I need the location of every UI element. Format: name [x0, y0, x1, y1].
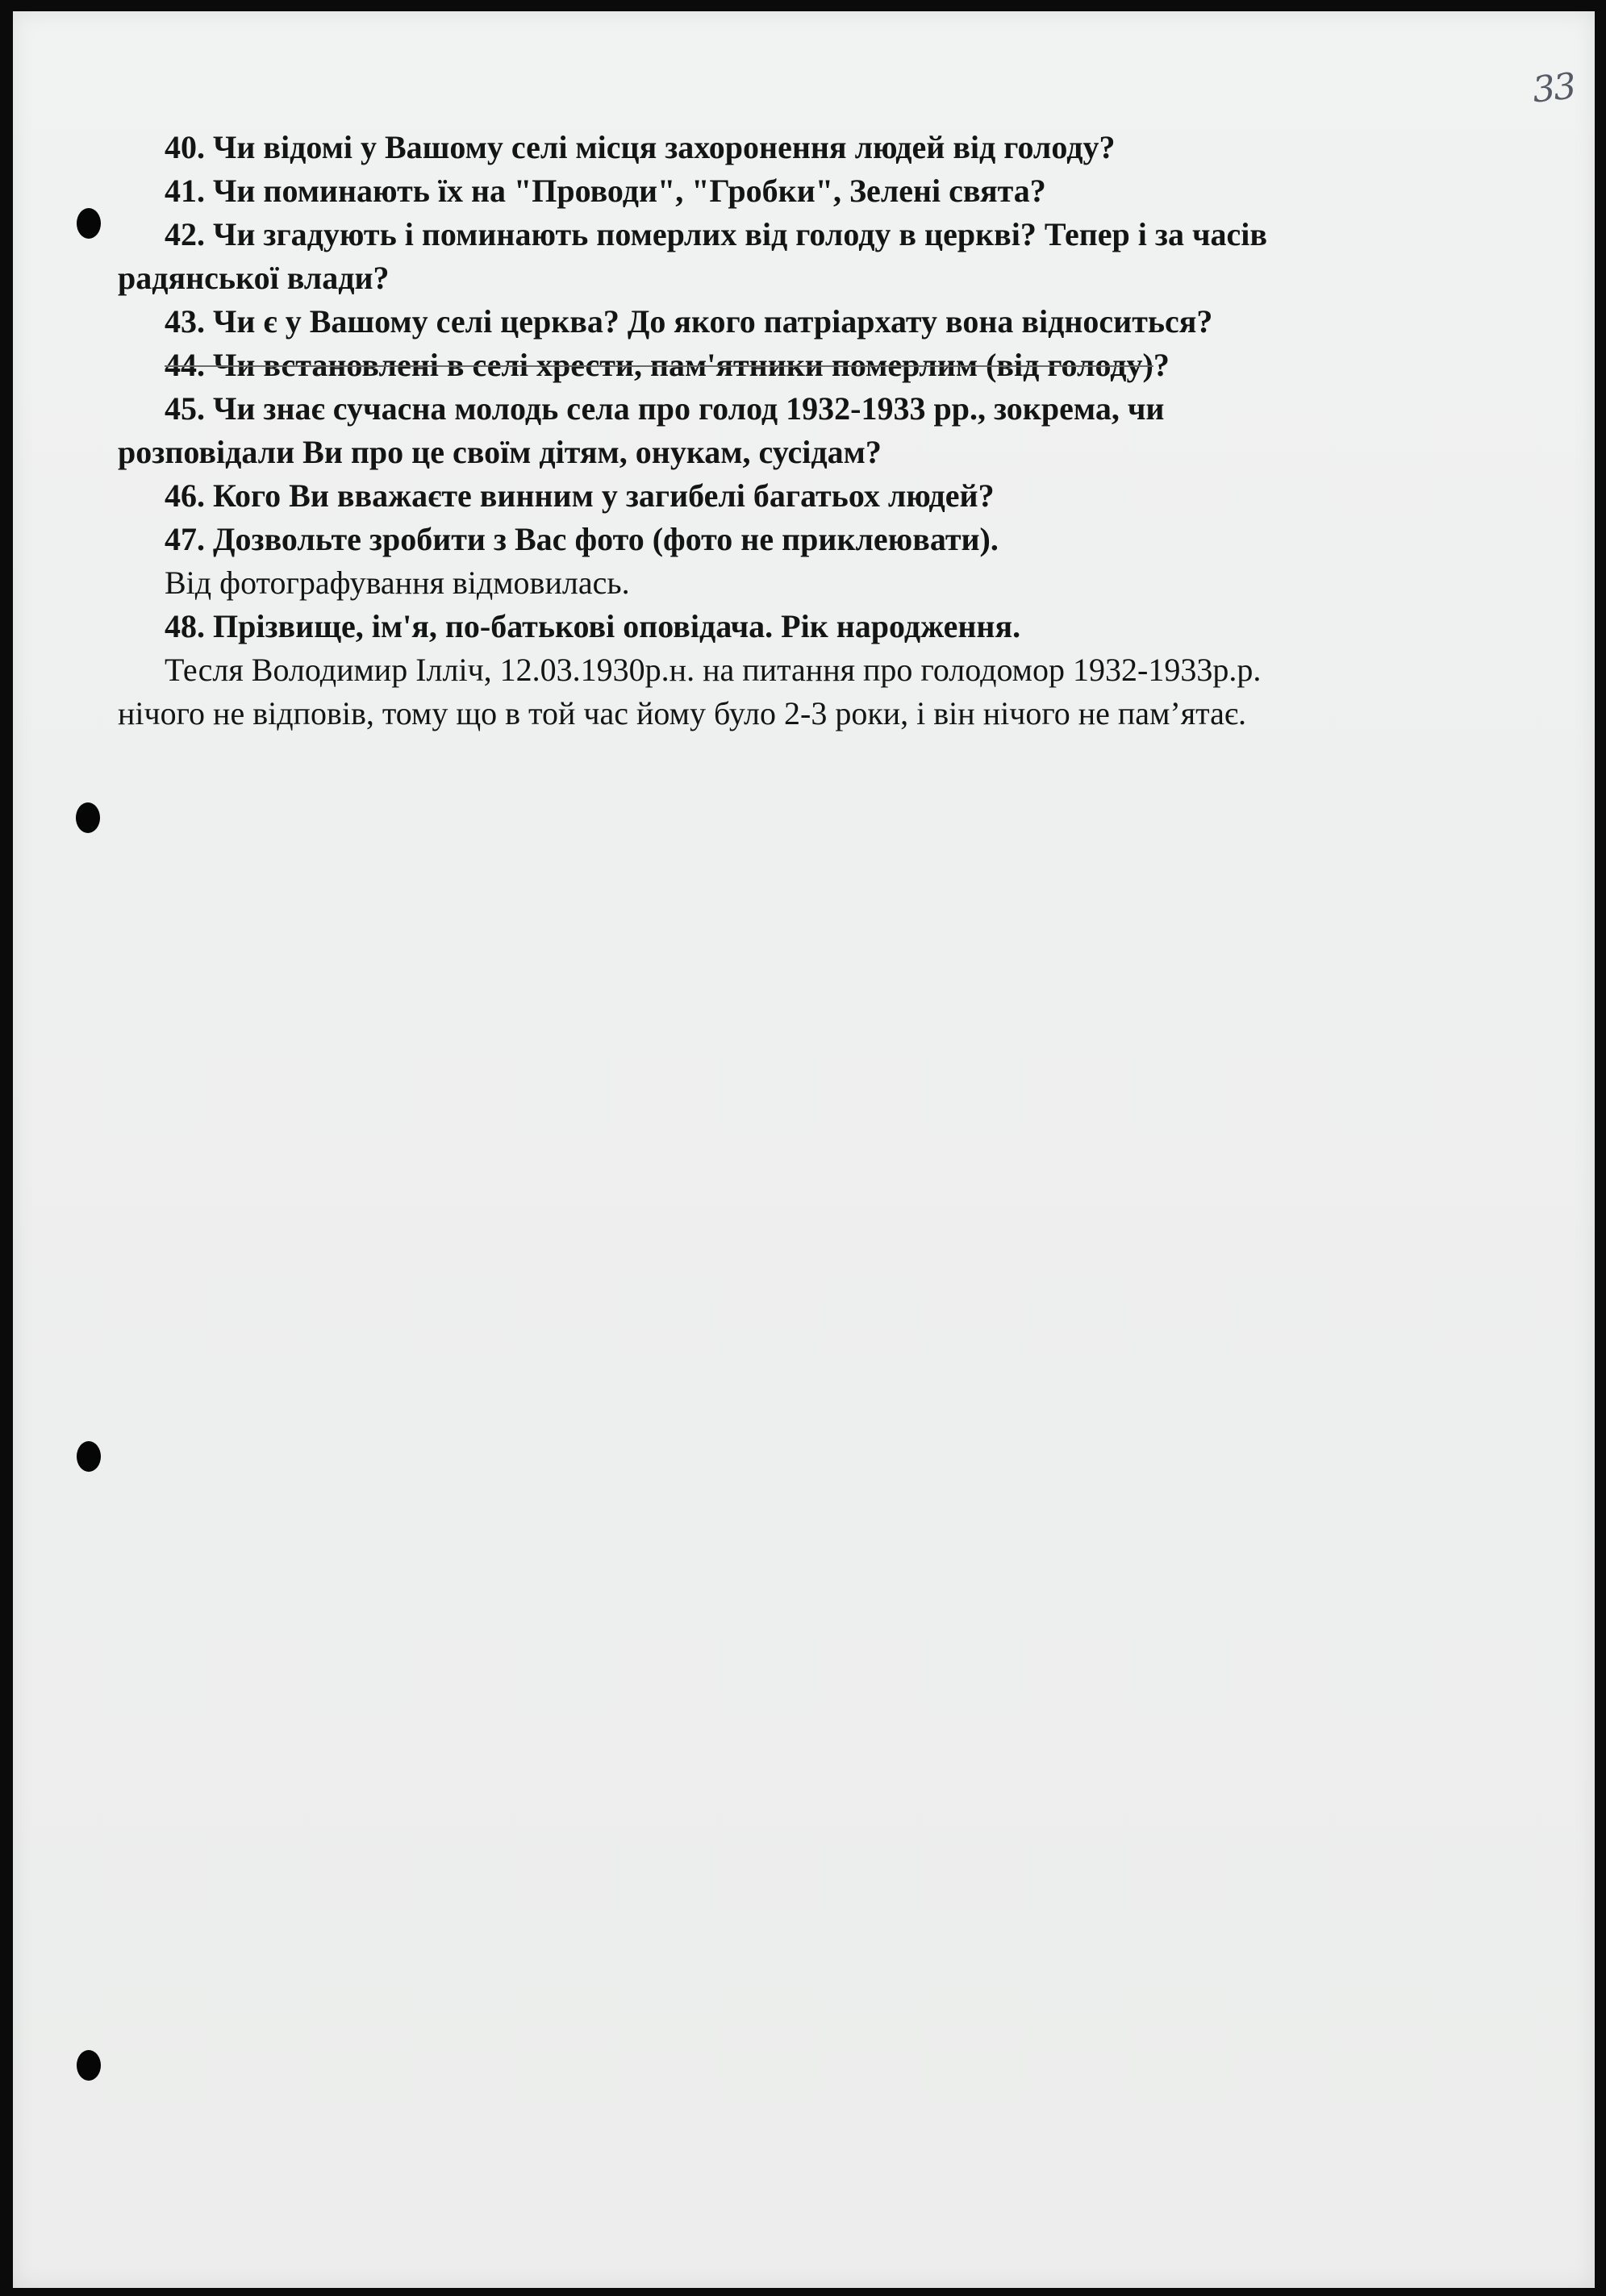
answer-48-line-1: Тесля Володимир Ілліч, 12.03.1930р.н. на питання про голодомор 1932-1933р.р.	[165, 652, 1262, 688]
paper-sheet	[13, 11, 1595, 2288]
punch-hole-icon	[76, 802, 100, 833]
question-44-struck-text: 44. Чи встановлені в селі хрести, пам'ятники померлим (від голоду)	[165, 347, 1153, 383]
question-48: 48. Прізвище, ім'я, по-батькові оповідача. Рік народження.	[165, 608, 1021, 644]
answer-47: Від фотографування відмовилась.	[165, 565, 630, 601]
punch-hole-icon	[77, 1441, 101, 1472]
question-41: 41. Чи поминають їх на "Проводи", "Гробки", Зелені свята?	[165, 173, 1046, 209]
question-47: 47. Дозвольте зробити з Вас фото (фото не приклеювати).	[165, 521, 999, 557]
punch-hole-icon	[77, 208, 101, 239]
question-45-line-2: розповідали Ви про це своїм дітям, онукам, сусідам?	[118, 434, 882, 470]
question-45-line-1: 45. Чи знає сучасна молодь села про голод 1932-1933 рр., зокрема, чи	[165, 390, 1165, 427]
question-42-line-1: 42. Чи згадують і поминають померлих від голоду в церкві? Тепер і за часів	[165, 216, 1268, 252]
question-43: 43. Чи є у Вашому селі церква? До якого патріархату вона відноситься?	[165, 303, 1213, 340]
answer-48-line-2: нічого не відповів, тому що в той час йому було 2-3 роки, і він нічого не пам’ятає.	[118, 695, 1246, 731]
question-42-line-2: радянської влади?	[118, 260, 390, 296]
question-44-end: ?	[1153, 347, 1170, 383]
punch-hole-icon	[77, 2050, 101, 2081]
handwritten-page-number: 33	[1530, 65, 1577, 111]
questionnaire-text	[118, 126, 1489, 735]
question-46: 46. Кого Ви вважаєте винним у загибелі багатьох людей?	[165, 477, 995, 514]
question-40: 40. Чи відомі у Вашому селі місця захоронення людей від голоду?	[165, 129, 1116, 165]
question-44	[118, 344, 1489, 387]
